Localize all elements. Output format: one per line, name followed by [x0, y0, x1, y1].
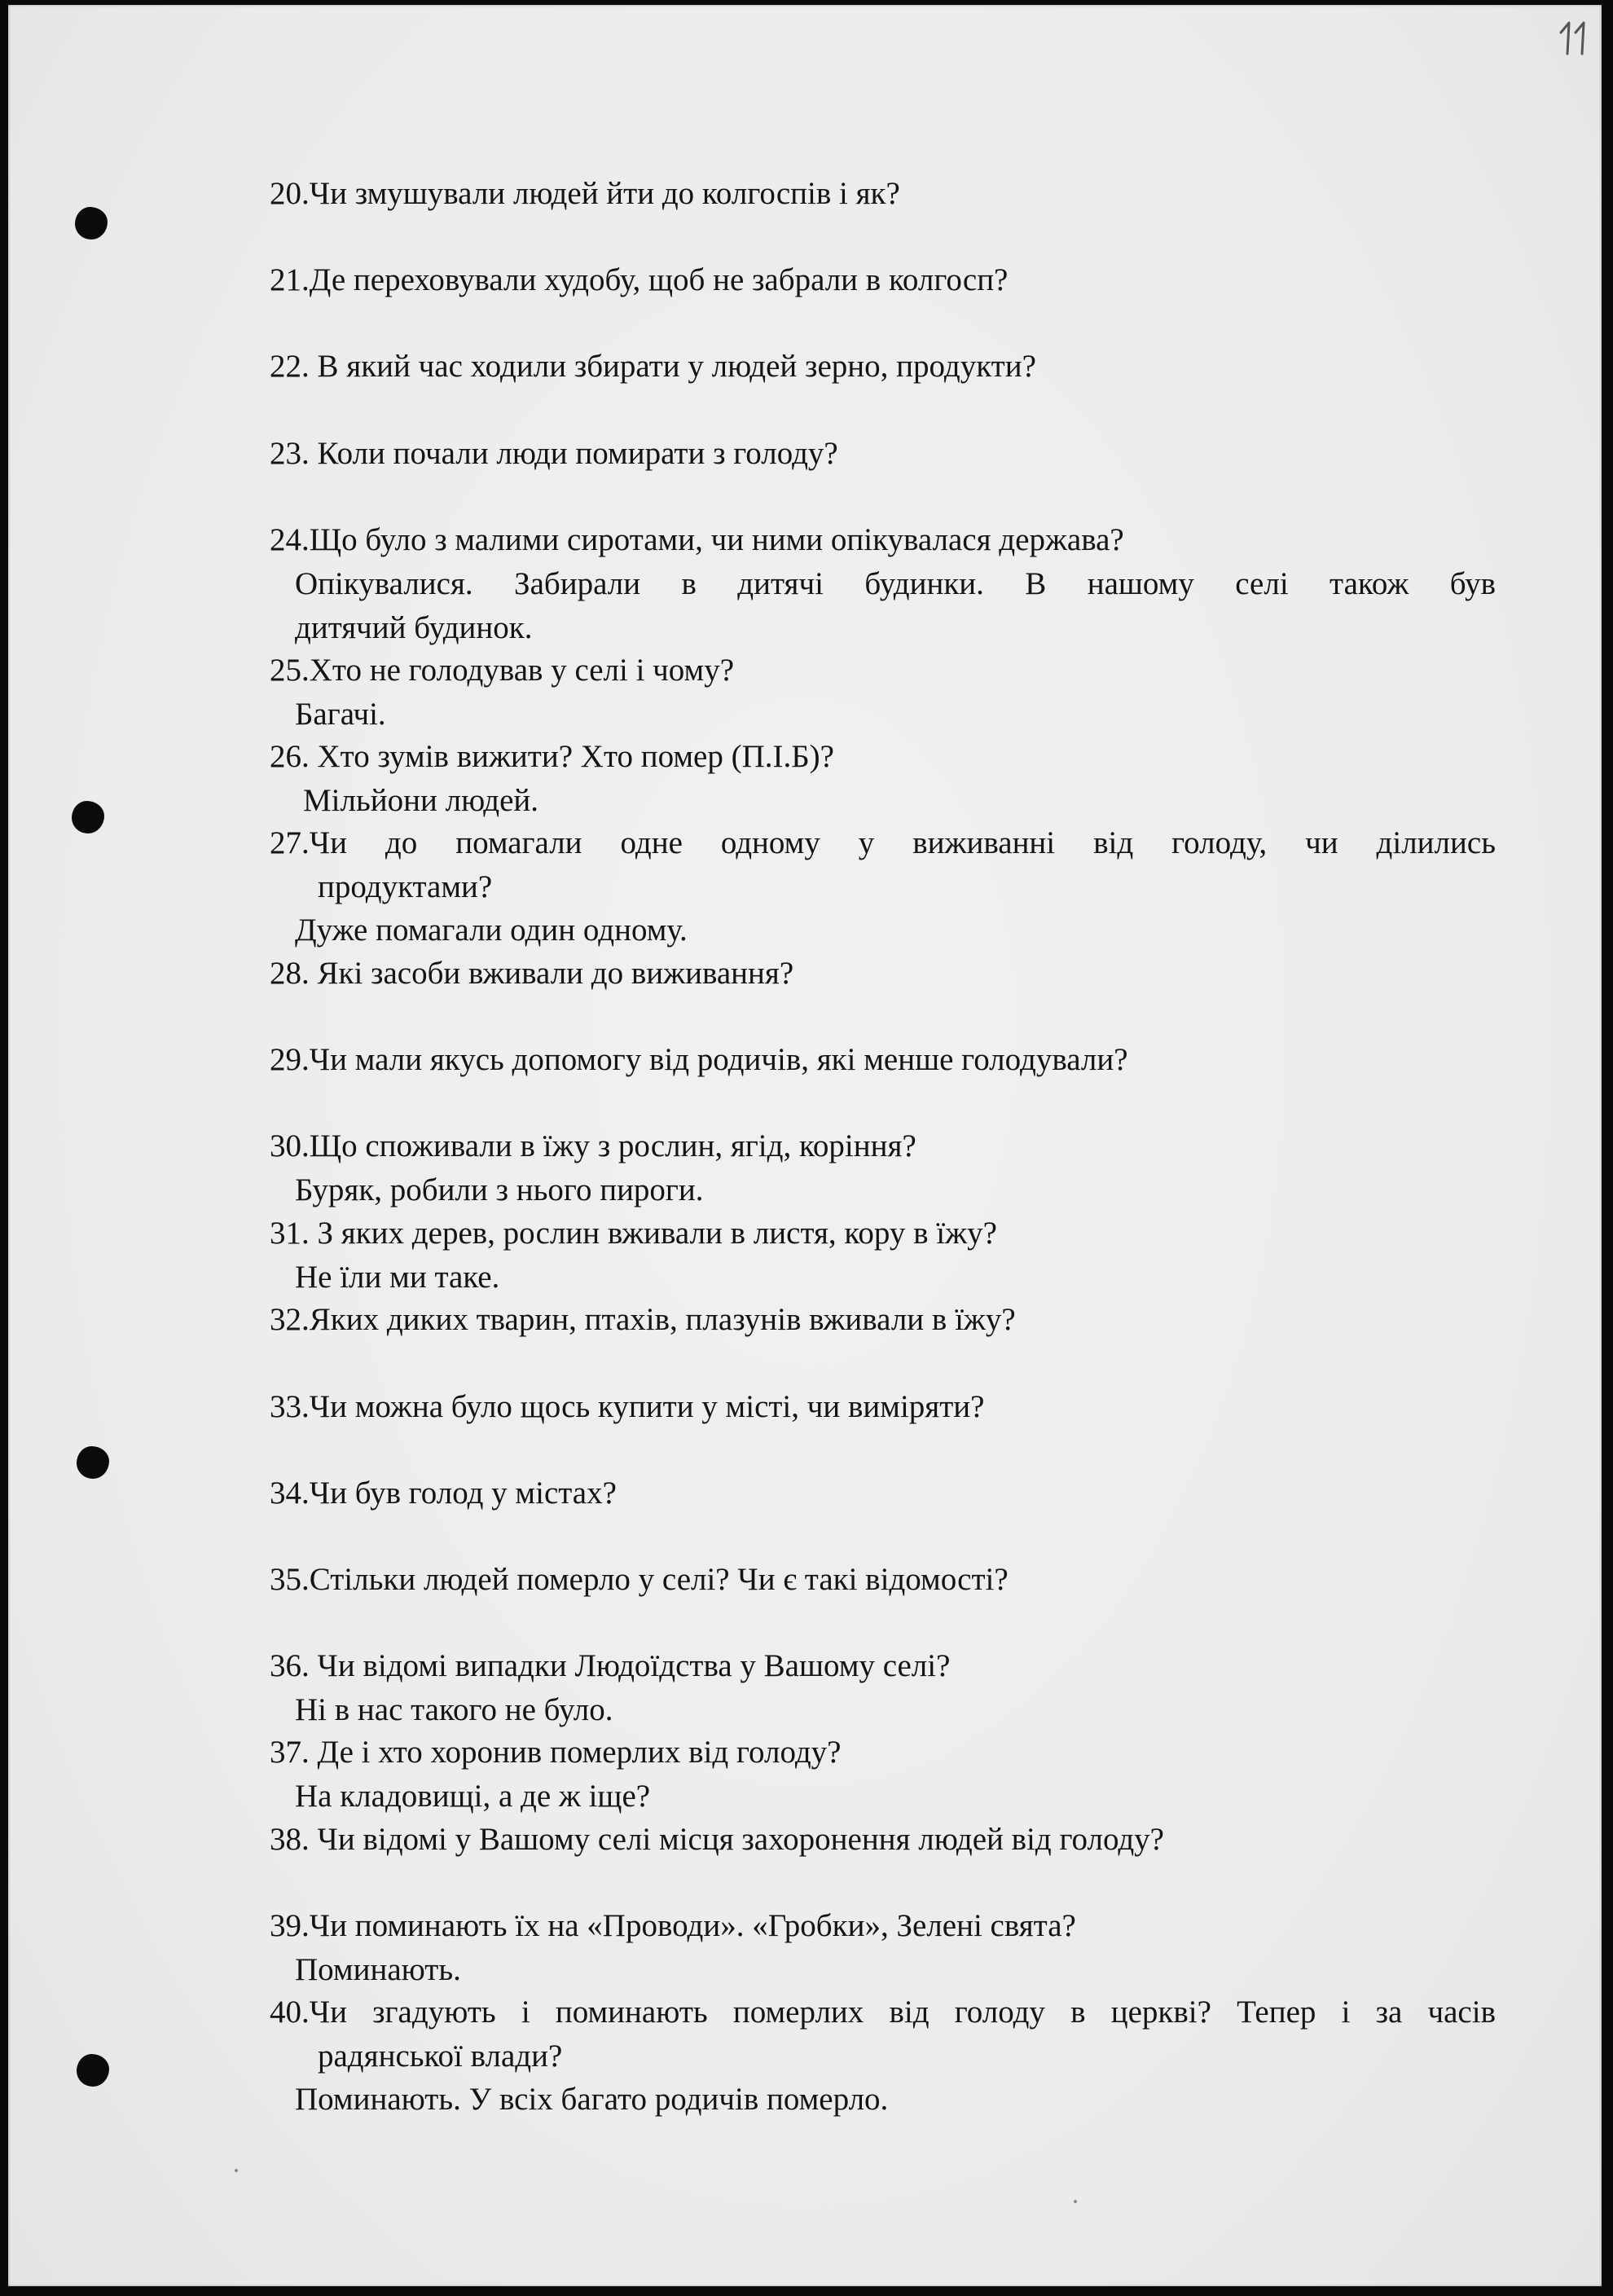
question-26: 26. Хто зумів вижити? Хто помер (П.І.Б)?	[270, 739, 834, 774]
question-36: 36. Чи відомі випадки Людоїдства у Вашому селі?	[270, 1648, 951, 1683]
question-40-line-2: радянської влади?	[318, 2039, 563, 2074]
question-22: 22. В який час ходили збирати у людей зерно, продукти?	[270, 349, 1036, 384]
answer-25: Багачі.	[295, 697, 386, 732]
answer-27: Дуже помагали один одному.	[295, 913, 688, 948]
question-37: 37. Де і хто хоронив померлих від голоду?	[270, 1735, 842, 1770]
answer-36: Ні в нас такого не було.	[295, 1692, 613, 1727]
question-25: 25.Хто не голодував у селі і чому?	[270, 653, 735, 688]
answer-37: На кладовищі, а де ж іще?	[295, 1779, 651, 1814]
question-31: 31. З яких дерев, рослин вживали в листя, кору в їжу?	[270, 1216, 997, 1251]
question-27-line-2: продуктами?	[318, 869, 493, 904]
answer-31: Не їли ми таке.	[295, 1260, 500, 1295]
question-29: 29.Чи мали якусь допомогу від родичів, які менше голодували?	[270, 1042, 1128, 1077]
answer-39: Поминають.	[295, 1952, 461, 1987]
question-21: 21.Де переховували худобу, щоб не забрали в колгосп?	[270, 262, 1009, 297]
question-39: 39.Чи поминають їх на «Проводи». «Гробки», Зелені свята?	[270, 1908, 1076, 1943]
answer-30: Буряк, робили з нього пироги.	[295, 1172, 704, 1207]
question-34: 34.Чи був голод у містах?	[270, 1476, 617, 1511]
answer-26: Мільйони людей.	[303, 783, 539, 818]
question-20: 20.Чи змушували людей йти до колгоспів і як?	[270, 176, 900, 211]
question-35: 35.Стільки людей померло у селі? Чи є такі відомості?	[270, 1562, 1009, 1597]
answer-24-line-2: дитячий будинок.	[295, 610, 533, 645]
question-30: 30.Що споживали в їжу з рослин, ягід, коріння?	[270, 1128, 916, 1163]
question-24: 24.Що було з малими сиротами, чи ними опікувалася держава?	[270, 522, 1124, 557]
question-27-line-1: 27.Чи до помагали одне одному у виживанні від голоду, чи ділились	[270, 825, 1496, 860]
question-28: 28. Які засоби вживали до виживання?	[270, 956, 794, 991]
answer-24-line-1: Опікувалися. Забирали в дитячі будинки. В нашому селі також був	[295, 566, 1496, 601]
answer-40: Поминають. У всіх багато родичів померло.	[295, 2082, 889, 2117]
question-38: 38. Чи відомі у Вашому селі місця захоронення людей від голоду?	[270, 1822, 1164, 1857]
question-23: 23. Коли почали люди помирати з голоду?	[270, 436, 838, 471]
question-33: 33.Чи можна було щось купити у місті, чи виміряти?	[270, 1389, 985, 1424]
question-40-line-1: 40.Чи згадують і поминають померлих від голоду в церкві? Тепер і за часів	[270, 1995, 1496, 2030]
question-32: 32.Яких диких тварин, птахів, плазунів вживали в їжу?	[270, 1302, 1016, 1337]
